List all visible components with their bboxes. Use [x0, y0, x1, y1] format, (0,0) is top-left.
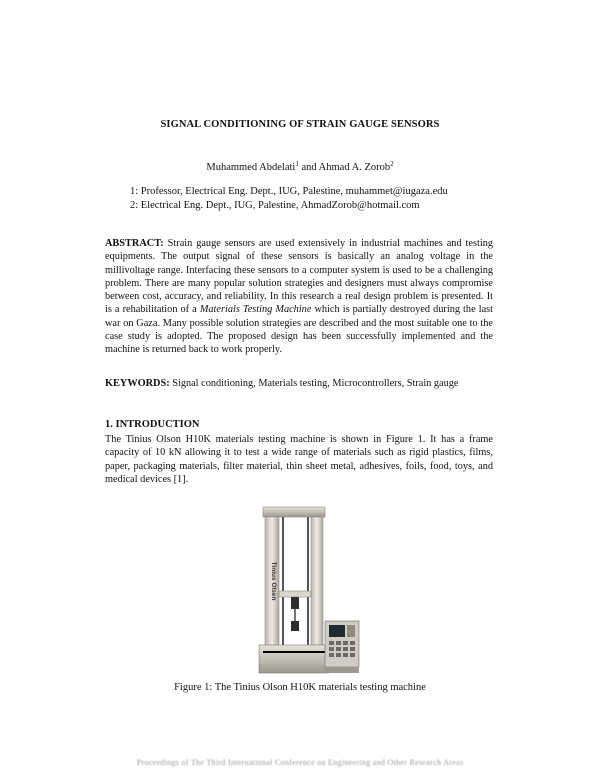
abstract-label: ABSTRACT:	[105, 238, 164, 249]
abstract-text-part-1: Strain gauge sensors are used extensively in industrial machines and testing equipments. The output signal of these sensors is basically an analog voltage in the millivoltage range. Interfacing these sensors to a computer system is used to be a challenging problem. There are many popular solution strategies and designers must always compromise between cost, accuracy, and reliability. In this research a real design problem is presented. It is a rehabilitation of a	[105, 238, 493, 316]
figure-caption: Figure 1: The Tinius Olson H10K materials testing machine	[174, 682, 426, 693]
paper-title: SIGNAL CONDITIONING OF STRAIN GAUGE SENSORS	[160, 119, 440, 130]
abstract-italic-term: Materials Testing Machine	[199, 304, 312, 316]
abstract-paragraph	[105, 237, 493, 357]
author-1: Muhammed Abdelati	[206, 162, 296, 173]
lower-grip	[291, 621, 299, 631]
keywords-line	[105, 377, 493, 390]
testing-machine-image	[255, 505, 367, 677]
introduction-heading: 1. INTRODUCTION	[105, 419, 200, 430]
abstract-text-part-2: which is partially destroyed during the last war on Gaza. Many possible solution strategies are described and the most suitable one to the case study is adopted. The proposed design has been successfully implemented and the machine is returned back to work properly.	[105, 304, 494, 356]
introduction-paragraph: The Tinius Olson H10K materials testing machine is shown in Figure 1. It has a frame capacity of 10 kN allowing it to test a wide range of materials such as rigid plastics, films, paper, packaging materials, filter material, thin sheet metal, adhesives, foils, food, toys, and medical devices [1].	[105, 434, 493, 485]
author-2: Ahmad A. Zorob	[318, 162, 391, 173]
author-2-affiliation-mark: 2	[390, 160, 394, 168]
author-1-affiliation-mark: 1	[295, 160, 299, 168]
author-line	[0, 160, 600, 173]
top-crosshead	[263, 507, 325, 517]
brand-label: Tinius Olsen	[270, 561, 277, 601]
specimen	[294, 609, 296, 621]
console-screen	[329, 625, 345, 637]
keywords-label: KEYWORDS:	[105, 378, 170, 389]
moving-crosshead	[279, 591, 311, 597]
affiliation-1: 1: Professor, Electrical Eng. Dept., IUG, Palestine, muhammet@iugaza.edu	[130, 186, 448, 197]
page-footer: Proceedings of The Third International Conference on Engineering and Other Research Areas	[136, 758, 464, 767]
right-column	[311, 517, 323, 645]
affiliation-2: 2: Electrical Eng. Dept., IUG, Palestine, AhmadZorob@hotmail.com	[130, 200, 420, 211]
upper-grip	[291, 597, 299, 609]
machine-base	[259, 645, 329, 673]
author-connector: and	[298, 162, 319, 173]
keywords-text: Signal conditioning, Materials testing, Microcontrollers, Strain gauge	[169, 378, 459, 389]
